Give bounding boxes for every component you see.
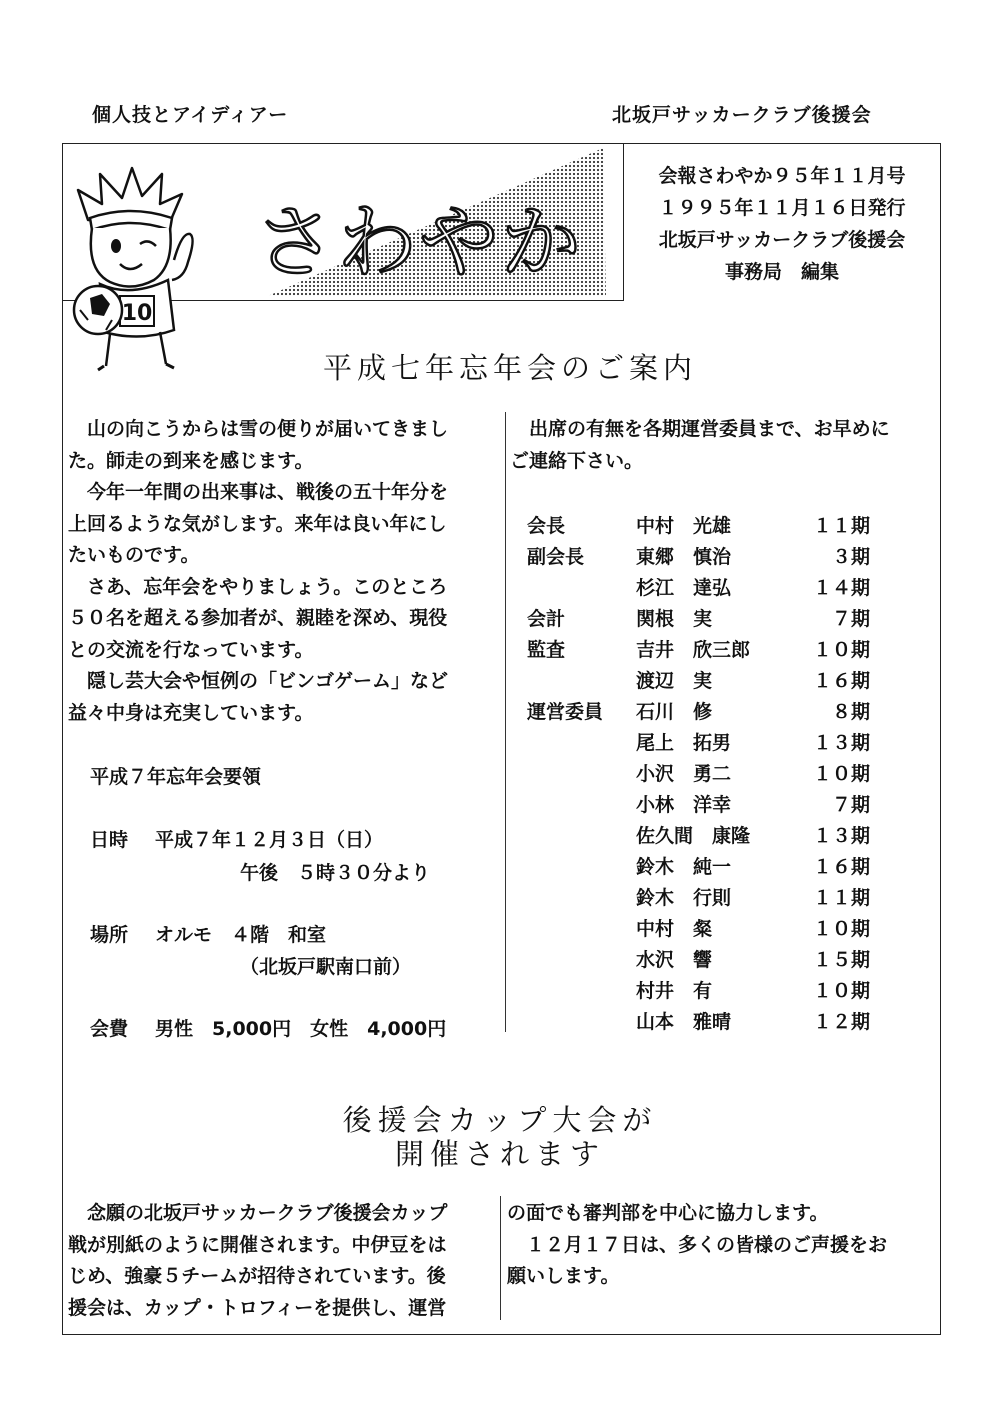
text-line: 戦が別紙のように開催されます。中伊豆をは xyxy=(68,1233,447,1256)
officer-term: ７期 xyxy=(831,794,870,816)
time-value: 午後 ５時３０分より xyxy=(240,862,431,884)
text-line: との交流を行なっています。 xyxy=(68,638,314,661)
text-line: 隠し芸大会や恒例の「ビンゴゲーム」など xyxy=(68,670,449,692)
issue-line: 会報さわやか９５年１１月号 xyxy=(658,165,906,187)
text-line: 益々中身は充実しています。 xyxy=(68,701,314,724)
text-line: 上回るような気がします。来年は良い年にし xyxy=(68,512,447,535)
header-right-org: 北坂戸サッカークラブ後援会 xyxy=(612,104,872,126)
officer-name: 村井 有 xyxy=(636,980,713,1002)
officer-term: １０期 xyxy=(812,763,870,785)
officer-name: 渡辺 実 xyxy=(636,670,713,692)
officer-term: １０期 xyxy=(812,639,870,661)
article2-title-line2: 開催されます xyxy=(394,1137,605,1171)
officer-term: １０期 xyxy=(812,980,870,1002)
officer-term: １１期 xyxy=(812,515,870,537)
officer-term: １３期 xyxy=(812,732,870,754)
officer-name: 尾上 拓男 xyxy=(636,732,732,754)
text-line: １２月１７日は、多くの皆様のご声援をお xyxy=(507,1233,888,1256)
text-line: た。師走の到来を感じます。 xyxy=(68,449,314,472)
text-line: の面でも審判部を中心に協力します。 xyxy=(507,1202,829,1224)
place-value: オルモ ４階 和室 xyxy=(155,924,327,946)
officer-term: １０期 xyxy=(812,918,870,940)
header-left-title: 個人技とアイディアー xyxy=(92,104,289,126)
article1-left-text xyxy=(68,414,448,729)
place-label: 場所 xyxy=(90,924,129,946)
officer-name: 中村 粲 xyxy=(636,918,713,940)
officer-term: １６期 xyxy=(812,670,870,692)
text-line: ５０名を超える参加者が、親睦を深め、現役 xyxy=(68,607,448,629)
officer-name: 鈴木 行則 xyxy=(636,887,732,909)
article2-right-text xyxy=(507,1198,887,1293)
text-line: さあ、忘年会をやりましょう。このところ xyxy=(68,575,448,598)
masthead-divider-vertical xyxy=(623,143,624,301)
officer-name: 佐久間 康隆 xyxy=(636,825,751,847)
date-label: 日時 xyxy=(90,829,129,851)
officer-name: 水沢 響 xyxy=(636,949,713,971)
officer-term: １１期 xyxy=(812,887,870,909)
date-value: 平成７年１２月３日（日） xyxy=(155,829,384,851)
officer-term: １６期 xyxy=(812,856,870,878)
logo-sawayaka: さわやか xyxy=(255,196,583,289)
column-divider xyxy=(505,412,506,1032)
officer-title: 会計 xyxy=(527,608,566,630)
place-sub: （北坂戸駅南口前） xyxy=(240,956,412,978)
article2-title-line1: 後援会カップ大会が xyxy=(342,1103,658,1137)
text-line: 願いします。 xyxy=(507,1265,620,1287)
text-line: じめ、強豪５チームが招待されています。後 xyxy=(68,1265,446,1287)
officer-title: 運営委員 xyxy=(527,701,604,723)
officer-term: ７期 xyxy=(831,608,870,630)
text-line: 援会は、カップ・トロフィーを提供し、運営 xyxy=(68,1296,447,1319)
officer-title: 副会長 xyxy=(527,546,585,568)
fee-label: 会費 xyxy=(90,1018,129,1040)
article1-title: 平成七年忘年会のご案内 xyxy=(322,351,697,385)
text-line: 今年一年間の出来事は、戦後の五十年分を xyxy=(68,481,449,503)
officer-name: 小林 洋幸 xyxy=(636,794,732,816)
officer-title: 監査 xyxy=(527,639,566,661)
officer-term: １３期 xyxy=(812,825,870,847)
officer-name: 杉江 達弘 xyxy=(636,577,732,599)
officer-name: 吉井 欣三郎 xyxy=(636,639,751,661)
text-line: 念願の北坂戸サッカークラブ後援会カップ xyxy=(68,1202,448,1224)
officer-name: 石川 修 xyxy=(636,701,713,723)
officer-name: 小沢 勇二 xyxy=(636,763,732,785)
text-line: ご連絡下さい。 xyxy=(510,449,644,472)
officer-name: 鈴木 純一 xyxy=(636,856,732,878)
officer-term: １４期 xyxy=(812,577,870,599)
soccer-mascot-icon xyxy=(70,160,200,375)
issue-line: 北坂戸サッカークラブ後援会 xyxy=(658,229,906,251)
fee-value: 男性 5,000円 女性 4,000円 xyxy=(155,1018,447,1040)
issue-info xyxy=(632,160,932,288)
details-title: 平成７年忘年会要領 xyxy=(90,766,262,788)
officer-name: 山本 雅晴 xyxy=(636,1011,732,1033)
officer-term: ８期 xyxy=(831,701,870,723)
text-line: 出席の有無を各期運営委員まで、お早めに xyxy=(510,418,890,440)
officer-title: 会長 xyxy=(527,515,566,537)
text-line: 山の向こうからは雪の便りが届いてきまし xyxy=(68,418,449,440)
svg-text:10: 10 xyxy=(121,301,153,326)
column-divider xyxy=(500,1196,501,1320)
article2-left-text xyxy=(68,1198,447,1324)
text-line: たいものです。 xyxy=(68,544,200,566)
officer-term: ３期 xyxy=(831,546,870,568)
officer-name: 東郷 慎治 xyxy=(636,546,732,568)
officer-name: 関根 実 xyxy=(636,608,713,630)
issue-line: １９９５年１１月１６日発行 xyxy=(658,197,906,219)
issue-line: 事務局 編集 xyxy=(724,261,839,283)
article1-right-text xyxy=(510,414,890,477)
officer-term: １２期 xyxy=(812,1011,870,1033)
officer-name: 中村 光雄 xyxy=(636,515,732,537)
officer-term: １５期 xyxy=(812,949,870,971)
